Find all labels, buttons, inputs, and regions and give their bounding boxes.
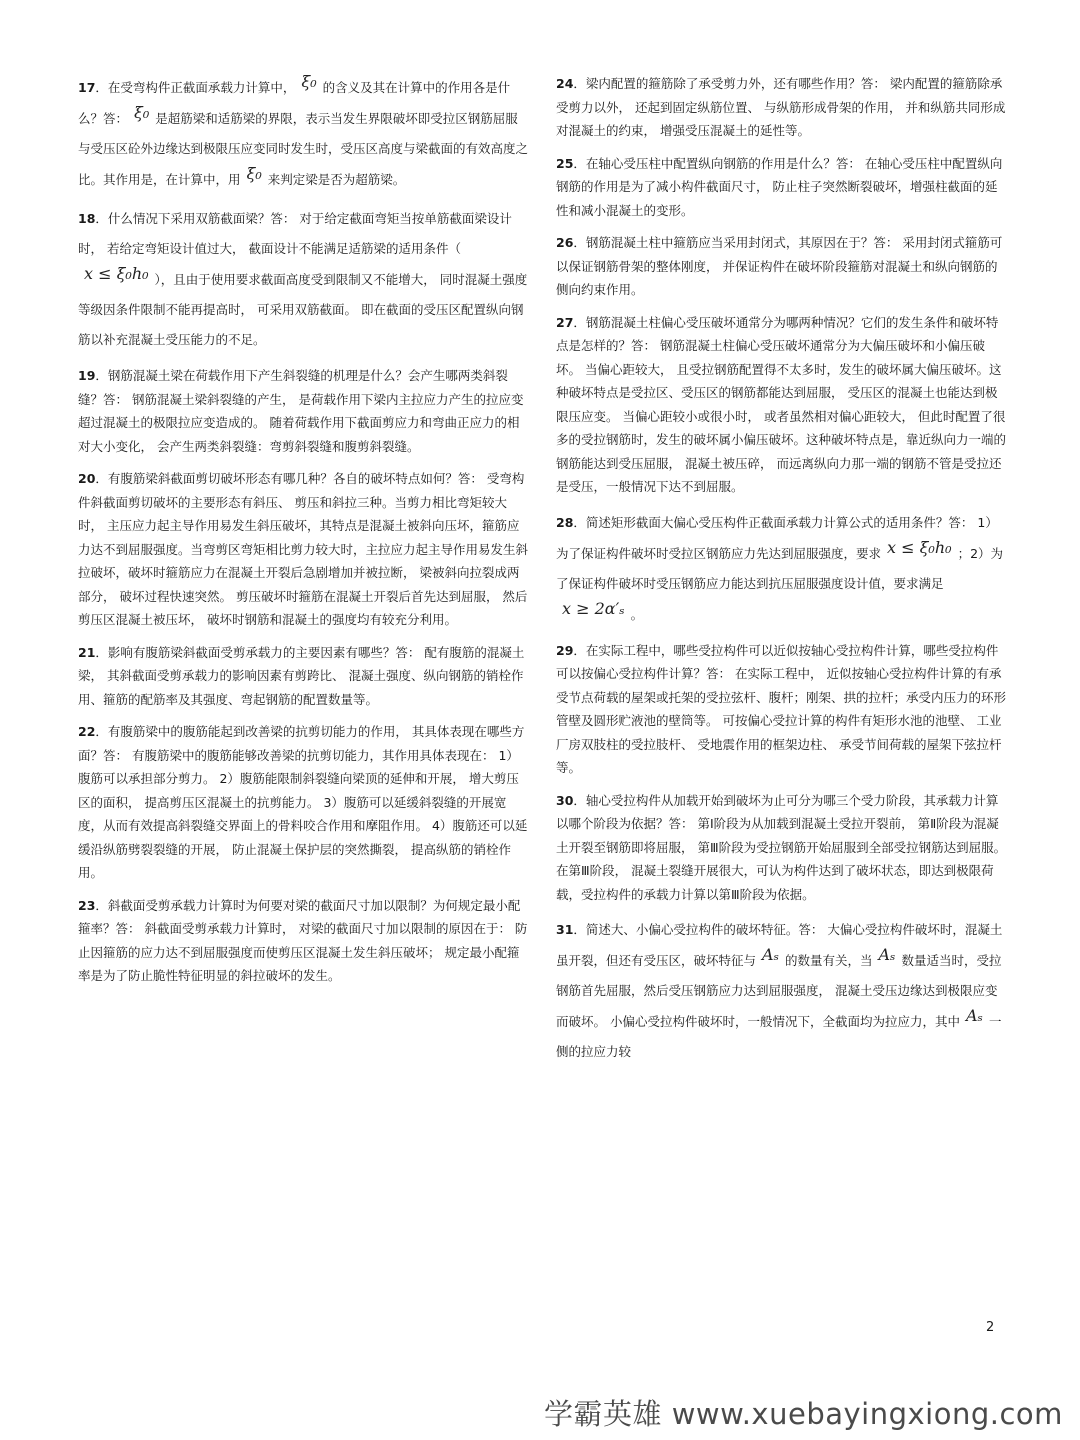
question-number: 23 <box>78 897 96 913</box>
question-18 <box>78 204 530 355</box>
question-text: ．在受弯构件正截面承载力计算中， <box>95 80 296 95</box>
question-text: ．梁内配置的箍筋除了承受剪力外，还有哪些作用？答： 梁内配置的箍筋除承受剪力以外， 还起到固定纵筋位置、 与纵筋形成骨架的作用， 并和纵筋共同形成对混凝土的约束， 增强受压混凝土的延性等。 <box>556 76 1006 138</box>
question-text: ．斜截面受剪承载力计算时为何要对梁的截面尺寸加以限制？为何规定最小配箍率？答： 斜截面受剪承载力计算时， 对梁的截面尺寸加以限制的原因在于： 防止因箍筋的应力达不到屈服强度而使剪压区混凝土发生斜压破坏； 规定最小配箍率是为了防止脆性特征明显的斜拉破坏的发生。 <box>78 897 528 983</box>
question-number: 18 <box>78 211 96 226</box>
xi-b-symbol: ξ₀ <box>134 103 150 122</box>
question-text: ．钢筋混凝土梁在荷载作用下产生斜裂缝的机理是什么？会产生哪两类斜裂缝？答： 钢筋混凝土梁斜裂缝的产生， 是荷载作用下梁内主拉应力产生的拉应变超过混凝土的极限拉应变造成的。 随着荷载作用下截面剪应力和弯曲正应力的相对大小变化， 会产生两类斜裂缝：弯剪斜裂缝和腹剪斜裂缝。 <box>78 368 524 454</box>
question-29 <box>556 639 1008 780</box>
question-number: 17 <box>78 80 96 95</box>
question-number: 28 <box>556 514 574 530</box>
xi-b-symbol: ξ₀ <box>246 164 262 183</box>
condition-formula: x ≤ ξ₀h₀ <box>84 264 149 283</box>
question-text: ．简述大、小偏心受拉构件的破坏特征。答： 大偏心受拉构件破坏时，混凝土虽开裂，但还有受压区，破坏特征与 <box>556 922 1003 968</box>
question-text: ．什么情况下采用双筋截面梁？答： 对于给定截面弯矩当按单筋截面梁设计时， 若给定弯矩设计值过大， 截面设计不能满足适筋梁的适用条件（ <box>78 211 512 256</box>
question-number: 25 <box>556 155 574 171</box>
question-text: ．在轴心受压柱中配置纵向钢筋的作用是什么？答： 在轴心受压柱中配置纵向钢筋的作用是为了减小构件截面尺寸， 防止柱子突然断裂破坏，增强柱截面的延性和减小混凝土的变形。 <box>556 155 1003 218</box>
question-text: ．钢筋混凝土柱偏心受压破坏通常分为哪两种情况？它们的发生条件和破坏特点是怎样的？答： 钢筋混凝土柱偏心受压破坏通常分为大偏压破坏和小偏压破坏。 当偏心距较大， 且受拉钢筋配置得不太多时，发生的破坏属大偏压破坏。这种破坏特点是受拉区、受压区的钢筋都能达到屈服， 受压区的混凝土也能达到极限压应变。 当偏心距较小或很小时， 或者虽然相对偏心距较大， 但此时配置了很多的受拉钢筋时，发生的破坏属小偏压破坏。这种破坏特点是，靠近纵向力一端的钢筋能达到受压屈服， 混凝土被压碎， 而远离纵向力那一端的钢筋不管是受拉还是受压，一般情况下达不到屈服。 <box>556 314 1007 494</box>
question-21 <box>78 641 530 712</box>
question-30 <box>556 789 1008 907</box>
question-26 <box>556 231 1008 302</box>
page-number: 2 <box>986 1320 995 1335</box>
question-19 <box>78 364 530 458</box>
answer-text: 。 <box>630 606 644 622</box>
question-31 <box>556 915 1008 1067</box>
question-text: ．钢筋混凝土柱中箍筋应当采用封闭式，其原因在于？答： 采用封闭式箍筋可以保证钢筋骨架的整体刚度， 并保证构件在破坏阶段箍筋对混凝土和纵向钢筋的侧向约束作用。 <box>556 235 1003 297</box>
question-number: 30 <box>556 792 574 808</box>
left-column <box>78 72 530 997</box>
question-number: 31 <box>556 922 574 937</box>
question-text: ．轴心受拉构件从加载开始到破坏为止可分为哪三个受力阶段，其承载力计算以哪个阶段为依据？答： 第Ⅰ阶段为从加载到混凝土受拉开裂前， 第Ⅱ阶段为混凝土开裂至钢筋即将屈服， 第Ⅲ阶段为受拉钢筋开始屈服到全部受拉钢筋达到屈服。 在第Ⅲ阶段， 混凝土裂缝开展很大，可认为构件达到了破坏状态，即达到极限荷载，受拉构件的承载力计算以第Ⅲ阶段为依据。 <box>556 792 1007 902</box>
question-27 <box>556 311 1008 499</box>
answer-text: 一侧的拉应力较 <box>556 1014 1002 1059</box>
question-24 <box>556 72 1008 143</box>
xi-b-symbol: ξ₀ <box>301 72 317 91</box>
answer-text: 来判定梁是否为超筋梁。 <box>267 172 406 187</box>
question-23 <box>78 894 530 988</box>
answer-text: ；2）为了保证构件破坏时受压钢筋应力能达到抗压屈服强度设计值，要求满足 <box>556 545 1004 591</box>
question-number: 26 <box>556 235 574 250</box>
question-text: ．简述矩形截面大偏心受压构件正截面承载力计算公式的适用条件？答： 1）为了保证构件破坏时受拉区钢筋应力先达到屈服强度，要求 <box>556 514 998 561</box>
condition-formula: x ≥ 2α′ₛ <box>562 598 625 618</box>
question-17 <box>78 72 530 195</box>
question-25 <box>556 152 1008 223</box>
question-number: 21 <box>78 644 96 660</box>
as-symbol: Aₛ <box>762 945 779 964</box>
question-number: 24 <box>556 76 574 91</box>
as-symbol: Aₛ <box>965 1006 983 1025</box>
question-number: 20 <box>78 471 96 486</box>
answer-text: 数量适当时，受拉钢筋首先屈服，然后受压钢筋应力达到屈服强度， 混凝土受压边缘达到极限应变而破坏。 小偏心受拉构件破坏时，一般情况下，全截面均为拉应力，其中 <box>556 953 1002 1029</box>
question-text: ．影响有腹筋梁斜截面受剪承载力的主要因素有哪些？答： 配有腹筋的混凝土梁， 其斜截面受剪承载力的影响因素有剪跨比、 混凝土强度、纵向钢筋的销栓作用、箍筋的配筋率及其强度、弯起钢筋的配置数量等。 <box>78 644 525 707</box>
question-number: 22 <box>78 724 96 739</box>
question-number: 19 <box>78 368 96 383</box>
question-28 <box>556 508 1008 630</box>
answer-text: 是超筋梁和适筋梁的界限，表示当发生界限破坏即受拉区钢筋屈服与受压区砼外边缘达到极限压应变同时发生时，受压区高度与梁截面的有效高度之比。其作用是，在计算中，用 <box>78 111 529 187</box>
question-text: ．在实际工程中，哪些受拉构件可以近似按轴心受拉构件计算，哪些受拉构件可以按偏心受拉构件计算？答： 在实际工程中， 近似按轴心受拉构件计算的有承受节点荷载的屋架或托架的受拉弦杆、腹杆；刚架、拱的拉杆；承受内压力的环形管壁及圆形贮液池的壁筒等。 可按偏心受拉计算的构件有矩形水池的池壁、 工业厂房双肢柱的受拉肢杆、 受地震作用的框架边柱、 承受节间荷载的屋架下弦拉杆等。 <box>556 642 1007 775</box>
question-number: 29 <box>556 642 574 658</box>
as-symbol: Aₛ <box>878 945 896 964</box>
question-22 <box>78 720 530 885</box>
question-text: 的含义及其在计算中的作用各是什么？答： <box>78 80 511 126</box>
question-text: ．有腹筋梁中的腹筋能起到改善梁的抗剪切能力的作用， 其具体表现在哪些方面？答： 有腹筋梁中的腹筋能够改善梁的抗剪切能力，其作用具体表现在： 1）腹筋可以承担部分剪力。 2）腹筋能限制斜裂缝向梁顶的延伸和开展， 增大剪压区的面积， 提高剪压区混凝土的抗剪能力。 3）腹筋可以延缓斜裂缝的开展宽度，从而有效提高斜裂缝交界面上的骨料咬合作用和摩阻作用。 4）腹筋还可以延缓沿纵筋劈裂裂缝的开展， 防止混凝土保护层的突然撕裂， 提高纵筋的销栓作用。 <box>78 724 528 880</box>
question-number: 27 <box>556 314 574 330</box>
question-20 <box>78 467 530 632</box>
question-text: ．有腹筋梁斜截面剪切破坏形态有哪几种？各自的破坏特点如何？答： 受弯构件斜截面剪切破坏的主要形态有斜压、 剪压和斜拉三种。当剪力相比弯矩较大时， 主压应力起主导作用易发生斜压破坏，其特点是混凝土被斜向压坏，箍筋应力达不到屈服强度。当弯剪区弯矩相比剪力较大时，主拉应力起主导作用易发生斜拉破坏，破坏时箍筋应力在混凝土开裂后急剧增加并被拉断， 梁被斜向拉裂成两部分， 破坏过程快速突然。 剪压破坏时箍筋在混凝土开裂后首先达到屈服， 然后剪压区混凝土被压坏， 破坏时钢筋和混凝土的强度均有较充分利用。 <box>78 471 529 627</box>
condition-formula: x ≤ ξ₀h₀ <box>887 537 952 557</box>
answer-text: 的数量有关，当 <box>784 953 873 968</box>
footer-watermark: 学霸英雄 www.xuebayingxiong.com <box>544 1397 1063 1431</box>
right-column <box>556 72 1008 1076</box>
answer-text: ），且由于使用要求截面高度受到限制又不能增大， 同时混凝土强度等级因条件限制不能再提高时， 可采用双筋截面。 即在截面的受压区配置纵向钢筋以补充混凝土受压能力的不足。 <box>78 272 528 347</box>
